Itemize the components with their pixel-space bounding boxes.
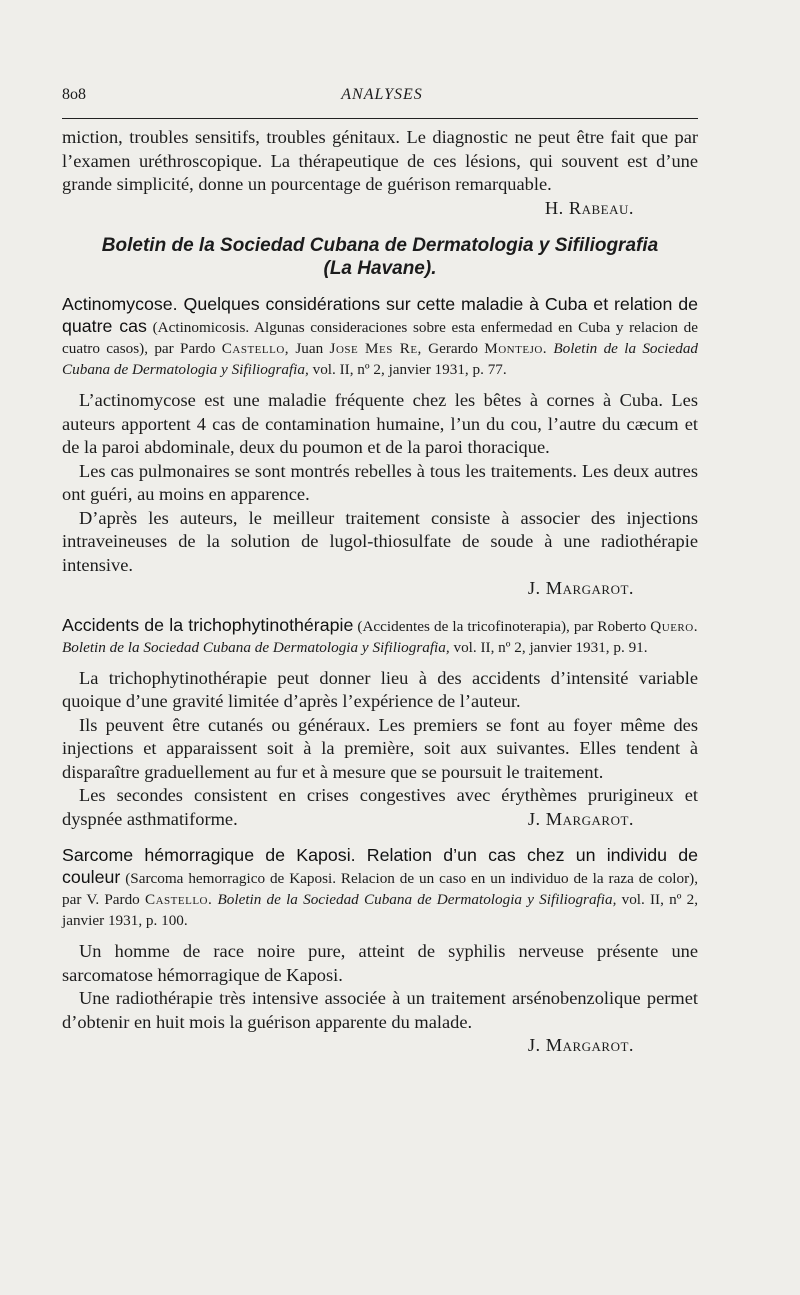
paragraph: L’actinomycose est une maladie fréquente chez les bêtes à cornes à Cuba. Les auteurs apportent 4 cas de contamination humaine, l’un du cou, l’autre du cæcum et de la paroi abdominale, deux du poumon et de la paroi thoracique.	[62, 390, 698, 457]
article-original-title: (Sarcoma hemorragico de Kaposi. Relacion de un caso en un individuo de la raza de color), par V. Pardo	[62, 870, 699, 908]
author: Jose Mes Re,	[329, 340, 422, 357]
author: Montejo.	[484, 340, 548, 357]
article-heading	[62, 845, 698, 931]
article	[62, 294, 698, 601]
paragraph: Un homme de race noire pure, atteint de syphilis nerveuse présente une sarcomatose hémorragique de Kaposi.	[62, 941, 698, 985]
author: Quero.	[650, 617, 699, 635]
paragraph: Les secondes consistent en crises congestives avec érythèmes prurigineux et dyspnée asthmatiforme. J. Margarot.	[62, 784, 698, 831]
signature: J. Margarot.	[527, 808, 634, 829]
source-ref: vol. II, nº 2, janvier 1931, p. 91.	[453, 638, 648, 656]
signature: H. Rabeau.	[544, 197, 634, 218]
page-number: 8o8	[62, 86, 86, 103]
source-ref: vol. II, nº 2, janvier 1931, p. 100.	[62, 891, 699, 929]
article	[62, 845, 698, 1058]
running-title: ANALYSES	[341, 86, 423, 103]
article	[62, 615, 698, 832]
author: Castello.	[144, 891, 213, 908]
paragraph: D’après les auteurs, le meilleur traitement consiste à associer des injections intraveineuses de la solution de lugol-thiosulfate de soude à une radiothérapie intensive.	[62, 507, 698, 575]
author-prefix: Juan	[295, 340, 324, 357]
signature: J. Margarot.	[527, 1035, 634, 1055]
journal-name: Boletin de la Sociedad Cubana de Dermatologia y Sifiliografia	[101, 235, 659, 256]
author-prefix: Gerardo	[428, 340, 478, 357]
article-title: Accidents de la trichophytinothérapie	[62, 614, 354, 635]
article-title: Actinomycose. Quelques considérations sur cette maladie à Cuba et relation de quatre cas	[62, 294, 698, 336]
source-journal: Boletin de la Sociedad Cubana de Dermatologia y Sifiliografia,	[62, 638, 450, 656]
article-original-title: (Accidentes de la tricofinoterapia), par Roberto	[357, 617, 647, 635]
running-header	[62, 86, 702, 108]
journal-title	[62, 234, 698, 280]
source-journal: Boletin de la Sociedad Cubana de Dermatologia y Sifiliografia,	[217, 891, 617, 908]
paragraph: Ils peuvent être cutanés ou généraux. Les premiers se font au foyer même des injections et apparaissent soit à la première, soit aux suivantes. Elles tendent à disparaître graduellement au fur et à mesure que se poursuit le traitement.	[62, 714, 698, 782]
source-ref: vol. II, nº 2, janvier 1931, p. 77.	[312, 361, 507, 378]
paragraph: La trichophytinothérapie peut donner lieu à des accidents d’intensité variable quoique d’une gravité limitée d’après l’expérience de l’auteur.	[62, 667, 698, 711]
page-body	[62, 126, 698, 1058]
paragraph: Une radiothérapie très intensive associée à un traitement arsénobenzolique permet d’obtenir en huit mois la guérison apparente du malade.	[62, 988, 698, 1032]
journal-place: (La Havane).	[323, 258, 437, 279]
article-heading	[62, 615, 698, 658]
article-heading	[62, 294, 698, 380]
signature: J. Margarot.	[527, 578, 634, 598]
header-rule	[62, 118, 698, 119]
article-title: Sarcome hémorragique de Kaposi. Relation d’un cas chez un individu de couleur	[62, 845, 698, 887]
source-journal: Boletin de la Sociedad Cubana de Dermatologia y Sifiliografia,	[62, 340, 699, 378]
author: Castello,	[221, 340, 290, 357]
paragraph: Les cas pulmonaires se sont montrés rebelles à tous les traitements. Les deux autres ont guéri, au moins en apparence.	[62, 460, 698, 504]
intro-paragraph: miction, troubles sensitifs, troubles génitaux. Le diagnostic ne peut être fait que par l’examen uréthroscopique. La thérapeutique de ces lésions, qui souvent est d’une grande simplicité, donne un pourcentage de guérison remarquable.	[62, 127, 698, 194]
article-original-title: (Actinomicosis. Algunas consideraciones sobre esta enfermedad en Cuba y relacion de cuatro casos), par Pardo	[62, 319, 699, 357]
